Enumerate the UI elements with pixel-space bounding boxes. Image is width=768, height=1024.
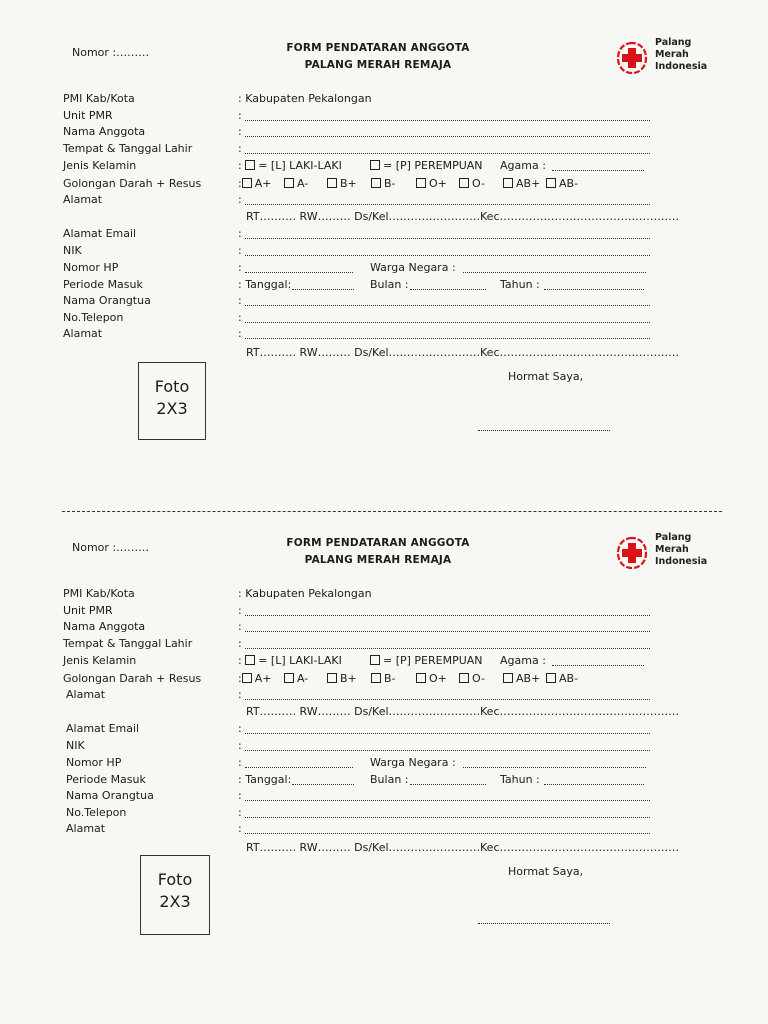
blood-o-minus: O-: [472, 177, 485, 190]
label-alamat: Alamat: [66, 688, 106, 701]
hp-input[interactable]: [245, 767, 353, 768]
checkbox-blood-o-minus[interactable]: [459, 673, 469, 683]
colon: :: [238, 159, 246, 172]
colon: :: [238, 637, 242, 650]
label-goldar: Golongan Darah + Resus: [63, 672, 202, 685]
pmi-logo: [615, 37, 715, 77]
label-ortu: Nama Orangtua: [63, 294, 151, 307]
label-pmi: PMI Kab/Kota: [63, 587, 135, 600]
label-unit: Unit PMR: [63, 109, 113, 122]
photo-size: 2X3: [156, 399, 188, 418]
label-pmi: PMI Kab/Kota: [63, 92, 135, 105]
photo-box: [138, 362, 206, 440]
perempuan-option: [370, 654, 483, 667]
ortu-input[interactable]: [245, 305, 650, 306]
hormat-text: Hormat Saya,: [508, 865, 584, 878]
tahun-label: Tahun :: [500, 278, 540, 291]
nik-input[interactable]: [245, 750, 650, 751]
checkbox-perempuan[interactable]: [370, 160, 380, 170]
warga-input[interactable]: [463, 272, 646, 273]
checkbox-blood-a-plus[interactable]: [242, 178, 252, 188]
blood-b-plus-opt: [327, 177, 357, 190]
checkbox-blood-ab-plus[interactable]: [503, 178, 513, 188]
blood-ab-plus: AB+: [516, 177, 541, 190]
perempuan-label: = [P] PEREMPUAN: [383, 159, 483, 172]
label-nama: Nama Anggota: [63, 620, 146, 633]
checkbox-blood-o-plus[interactable]: [416, 178, 426, 188]
telp-input[interactable]: [245, 817, 650, 818]
blood-ab-minus: AB-: [559, 672, 579, 685]
agama-label: Agama :: [500, 654, 546, 667]
label-email: Alamat Email: [63, 227, 137, 240]
label-nik: NIK: [63, 244, 82, 257]
blood-ab-minus: AB-: [559, 177, 579, 190]
tahun-input[interactable]: [544, 289, 644, 290]
blood-ab-minus-opt: [546, 177, 578, 190]
colon: :: [238, 722, 242, 735]
unit-input[interactable]: [245, 615, 650, 616]
blood-o-plus: O+: [429, 672, 447, 685]
perempuan-option: [370, 159, 483, 172]
label-jk: Jenis Kelamin: [63, 159, 137, 172]
checkbox-laki[interactable]: [245, 655, 255, 665]
pmi-logo: [615, 532, 715, 572]
label-nik: NIK: [66, 739, 85, 752]
alamat-input[interactable]: [245, 699, 650, 700]
alamat-input[interactable]: [245, 204, 650, 205]
colon: :: [238, 244, 242, 257]
colon: :: [238, 672, 242, 685]
colon: :: [238, 822, 242, 835]
photo-box: [140, 855, 210, 935]
tanggal-input[interactable]: [292, 784, 354, 785]
label-periode: Periode Masuk: [63, 278, 143, 291]
checkbox-laki[interactable]: [245, 160, 255, 170]
form-subtitle: PALANG MERAH REMAJA: [304, 59, 452, 71]
label-hp: Nomor HP: [63, 261, 119, 274]
nomor-field[interactable]: Nomor :………: [72, 46, 150, 59]
tanggal-input[interactable]: [292, 289, 354, 290]
colon: :: [238, 193, 242, 206]
colon: :: [238, 789, 242, 802]
blood-row: [238, 177, 271, 190]
laki-label: = [L] LAKI-LAKI: [258, 654, 342, 667]
label-alamat2: Alamat: [66, 822, 106, 835]
email-input[interactable]: [245, 733, 650, 734]
blood-b-plus-opt: [327, 672, 357, 685]
blood-ab-minus-opt: [546, 672, 578, 685]
colon: :: [238, 109, 242, 122]
label-telp: No.Telepon: [66, 806, 127, 819]
blood-o-plus-opt: [416, 672, 447, 685]
red-cross-icon: [615, 536, 649, 570]
agama-input[interactable]: [552, 665, 644, 666]
rt-rw-line-2[interactable]: RT………. RW……… Ds/Kel…………………….Kec………………………………………….: [246, 346, 679, 359]
colon: :: [238, 620, 242, 633]
nomor-field[interactable]: Nomor :………: [72, 541, 150, 554]
colon: :: [238, 227, 242, 240]
tahun-input[interactable]: [544, 784, 644, 785]
checkbox-blood-b-plus[interactable]: [327, 178, 337, 188]
signature-line[interactable]: [478, 923, 610, 924]
checkbox-blood-b-plus[interactable]: [327, 673, 337, 683]
checkbox-blood-b-minus[interactable]: [371, 178, 381, 188]
signature-line[interactable]: [478, 430, 610, 431]
nama-input[interactable]: [245, 136, 650, 137]
bulan-label: Bulan :: [370, 773, 409, 786]
ttl-input[interactable]: [245, 153, 650, 154]
label-goldar: Golongan Darah + Resus: [63, 177, 202, 190]
agama-label: Agama :: [500, 159, 546, 172]
blood-o-minus: O-: [472, 672, 485, 685]
label-email: Alamat Email: [66, 722, 140, 735]
colon: :: [238, 125, 242, 138]
checkbox-perempuan[interactable]: [370, 655, 380, 665]
jk-row: [238, 654, 342, 667]
tanggal-label: : Tanggal:: [238, 278, 292, 291]
rt-rw-line-2[interactable]: RT………. RW……… Ds/Kel…………………….Kec………………………………………….: [246, 841, 679, 854]
checkbox-blood-ab-plus[interactable]: [503, 673, 513, 683]
blood-b-minus: B-: [384, 177, 396, 190]
colon: :: [238, 806, 242, 819]
label-ttl: Tempat & Tanggal Lahir: [63, 637, 193, 650]
label-jk: Jenis Kelamin: [63, 654, 137, 667]
checkbox-blood-ab-minus[interactable]: [546, 673, 556, 683]
colon: :: [238, 261, 242, 274]
colon: :: [238, 739, 242, 752]
blood-o-plus-opt: [416, 177, 447, 190]
label-hp: Nomor HP: [66, 756, 122, 769]
bulan-input[interactable]: [410, 289, 486, 290]
form-title: FORM PENDATARAN ANGGOTA: [286, 42, 470, 54]
colon: :: [238, 142, 242, 155]
checkbox-blood-ab-minus[interactable]: [546, 178, 556, 188]
checkbox-blood-a-minus[interactable]: [284, 178, 294, 188]
ortu-input[interactable]: [245, 800, 650, 801]
alamat2-input[interactable]: [245, 338, 650, 339]
blood-a-minus-opt: [284, 177, 308, 190]
colon: :: [238, 311, 242, 324]
colon: :: [238, 604, 242, 617]
pmi-value: : Kabupaten Pekalongan: [238, 92, 372, 105]
tahun-label: Tahun :: [500, 773, 540, 786]
checkbox-blood-o-plus[interactable]: [416, 673, 426, 683]
logo-text-palang: Palang: [655, 37, 692, 48]
logo-text-indonesia: Indonesia: [655, 556, 708, 567]
hp-input[interactable]: [245, 272, 353, 273]
blood-a-plus: A+: [254, 672, 272, 685]
registration-form-bottom: [0, 495, 768, 975]
blood-b-minus-opt: [371, 672, 396, 685]
blood-b-minus: B-: [384, 672, 396, 685]
unit-input[interactable]: [245, 120, 650, 121]
label-ttl: Tempat & Tanggal Lahir: [63, 142, 193, 155]
photo-label: Foto: [154, 377, 190, 396]
blood-b-plus: B+: [340, 177, 357, 190]
colon: :: [238, 177, 242, 190]
laki-label: = [L] LAKI-LAKI: [258, 159, 342, 172]
checkbox-blood-a-plus[interactable]: [242, 673, 252, 683]
logo-text-indonesia: Indonesia: [655, 61, 708, 72]
warga-label: Warga Negara :: [370, 261, 456, 274]
logo-text-merah: Merah: [655, 49, 689, 60]
photo-size: 2X3: [159, 892, 191, 911]
blood-a-plus: A+: [254, 177, 272, 190]
label-ortu: Nama Orangtua: [66, 789, 154, 802]
checkbox-blood-b-minus[interactable]: [371, 673, 381, 683]
telp-input[interactable]: [245, 322, 650, 323]
alamat2-input[interactable]: [245, 833, 650, 834]
email-input[interactable]: [245, 238, 650, 239]
colon: :: [238, 294, 242, 307]
blood-o-minus-opt: [459, 672, 485, 685]
blood-b-plus: B+: [340, 672, 357, 685]
logo-text-merah: Merah: [655, 544, 689, 555]
tanggal-label: : Tanggal:: [238, 773, 292, 786]
label-telp: No.Telepon: [63, 311, 124, 324]
form-subtitle: PALANG MERAH REMAJA: [304, 554, 452, 566]
warga-label: Warga Negara :: [370, 756, 456, 769]
red-cross-icon: [615, 41, 649, 75]
colon: :: [238, 654, 246, 667]
blood-ab-plus-opt: [503, 177, 540, 190]
blood-a-minus: A-: [297, 672, 309, 685]
label-alamat2: Alamat: [63, 327, 103, 340]
pmi-value: : Kabupaten Pekalongan: [238, 587, 372, 600]
label-nama: Nama Anggota: [63, 125, 146, 138]
bulan-label: Bulan :: [370, 278, 409, 291]
checkbox-blood-o-minus[interactable]: [459, 178, 469, 188]
nama-input[interactable]: [245, 631, 650, 632]
blood-b-minus-opt: [371, 177, 396, 190]
blood-o-plus: O+: [429, 177, 447, 190]
label-alamat: Alamat: [63, 193, 103, 206]
blood-a-minus: A-: [297, 177, 309, 190]
registration-form-top: [0, 0, 768, 480]
blood-ab-plus: AB+: [516, 672, 541, 685]
jk-row: [238, 159, 342, 172]
blood-a-minus-opt: [284, 672, 308, 685]
rt-rw-line[interactable]: RT………. RW……… Ds/Kel…………………….Kec………………………………………….: [246, 705, 679, 718]
colon: :: [238, 688, 242, 701]
photo-label: Foto: [157, 870, 193, 889]
checkbox-blood-a-minus[interactable]: [284, 673, 294, 683]
warga-input[interactable]: [463, 767, 646, 768]
blood-ab-plus-opt: [503, 672, 540, 685]
colon: :: [238, 327, 242, 340]
ttl-input[interactable]: [245, 648, 650, 649]
form-title: FORM PENDATARAN ANGGOTA: [286, 537, 470, 549]
label-unit: Unit PMR: [63, 604, 113, 617]
blood-row: [238, 672, 271, 685]
logo-text-palang: Palang: [655, 532, 692, 543]
blood-o-minus-opt: [459, 177, 485, 190]
label-periode: Periode Masuk: [66, 773, 146, 786]
perempuan-label: = [P] PEREMPUAN: [383, 654, 483, 667]
hormat-text: Hormat Saya,: [508, 370, 584, 383]
rt-rw-line[interactable]: RT………. RW……… Ds/Kel…………………….Kec………………………………………….: [246, 210, 679, 223]
bulan-input[interactable]: [410, 784, 486, 785]
agama-input[interactable]: [552, 170, 644, 171]
colon: :: [238, 756, 242, 769]
nik-input[interactable]: [245, 255, 650, 256]
